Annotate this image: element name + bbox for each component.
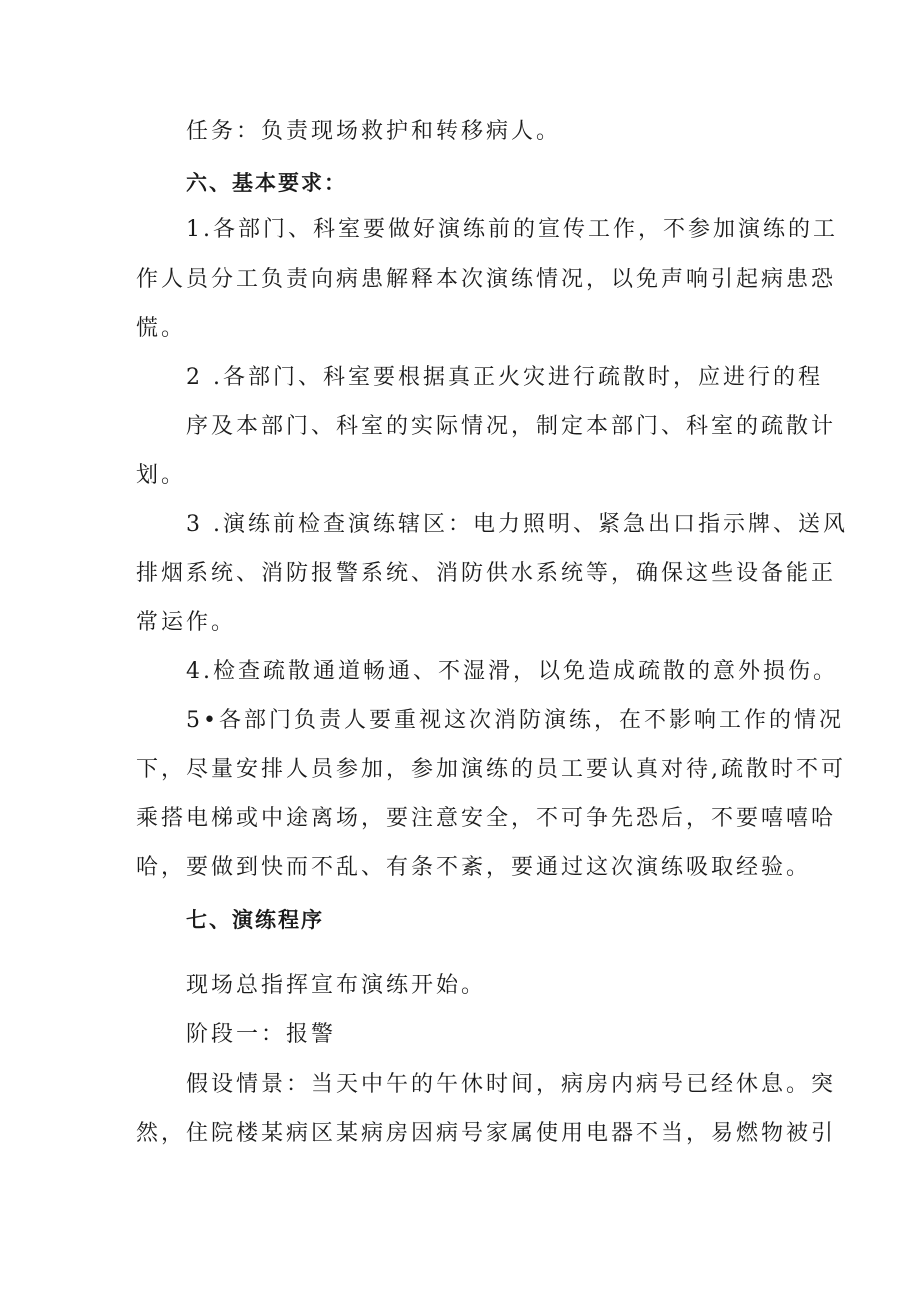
paragraph-item-3-line-2: 排烟系统、消防报警系统、消防供水系统等，确保这些设备能正 — [136, 561, 837, 586]
paragraph-item-5-line-4: 哈，要做到快而不乱、有条不紊，要通过这次演练吸取经验。 — [136, 855, 812, 880]
drill-announcement: 现场总指挥宣布演练开始。 — [186, 973, 487, 998]
stage-one-label: 阶段一：报警 — [186, 1022, 337, 1047]
paragraph-item-5-line-2: 下，尽量安排人员参加，参加演练的员工要认真对待,疏散时不可 — [136, 757, 846, 782]
paragraph-item-2-line-1: 2 .各部门、科室要根据真正火灾进行疏散时，应进行的程 — [186, 365, 823, 390]
paragraph-item-2-line-3: 划。 — [136, 463, 187, 488]
paragraph-item-3-line-3: 常运作。 — [136, 610, 237, 635]
paragraph-item-1-line-2: 作人员分工负责向病患解释本次演练情况，以免声响引起病患恐 — [136, 267, 837, 292]
scenario-line-2: 然，住院楼某病区某病房因病号家属使用电器不当，易燃物被引 — [136, 1121, 837, 1146]
section-heading-basic-requirements: 六、基本要求： — [186, 171, 347, 195]
task-line: 任务：负责现场救护和转移病人。 — [186, 119, 562, 144]
scenario-line-1: 假设情景：当天中午的午休时间，病房内病号已经休息。突 — [186, 1072, 837, 1097]
paragraph-item-1-line-1: 1.各部门、科室要做好演练前的宣传工作，不参加演练的工 — [186, 217, 838, 242]
paragraph-item-4-line-1: 4.检查疏散通道畅通、不湿滑，以免造成疏散的意外损伤。 — [186, 659, 838, 684]
section-heading-drill-procedure: 七、演练程序 — [186, 908, 324, 932]
paragraph-item-3-line-1: 3 .演练前检查演练辖区：电力照明、紧急出口指示牌、送风 — [186, 512, 848, 537]
paragraph-item-2-line-2: 序及本部门、科室的实际情况，制定本部门、科室的疏散计 — [186, 414, 837, 439]
paragraph-item-5-line-3: 乘搭电梯或中途离场，要注意安全，不可争先恐后，不要嘻嘻哈 — [136, 806, 837, 831]
paragraph-item-1-line-3: 慌。 — [136, 316, 187, 341]
paragraph-item-5-line-1: 5•各部门负责人要重视这次消防演练，在不影响工作的情况 — [186, 708, 844, 733]
